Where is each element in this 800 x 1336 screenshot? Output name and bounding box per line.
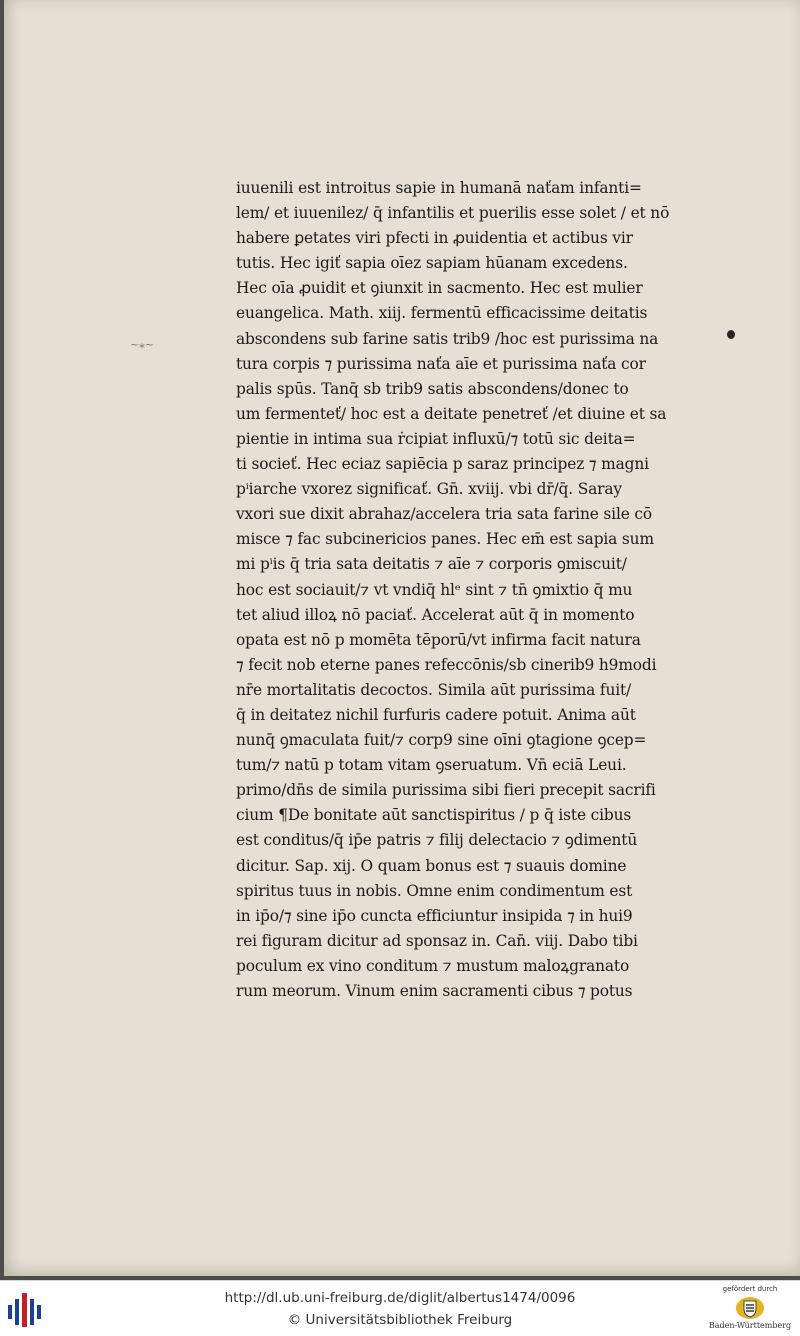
text-line: pientie in intima sua ṙcipiat influxū/⁊ totū sic deita= [236,429,636,448]
text-line: vxori sue dixit abrahaz/accelera tria sata farine sile cō [236,505,653,524]
text-line: hoc est sociauit/⁊ vt vndiq̄ hlᵉ sint ⁊ tn̄ ꝯmixtio q̄ mu [236,580,633,599]
text-line: ti socieť. Hec eciaz sapiēcia p saraz principez ⁊ magni [236,455,649,474]
funder-badge[interactable] [704,1283,796,1335]
text-line: in ip̄o/⁊ sine ip̄o cuncta efficiuntur insipida ⁊ in hui9 [236,906,633,925]
text-line: palis spūs. Tanq̄ sb trib9 satis abscondens/donec to [236,379,629,398]
ink-blot [727,330,735,339]
margin-mark: ~⁎~ [130,338,154,351]
text-line: euangelica. Math. xiij. fermentū efficacissime deitatis [236,304,648,323]
text-line: habere ꝑetates viri pfecti in ꝓuidentia et actibus vir [236,229,633,248]
manuscript-page [4,0,800,1276]
text-line: tura corpis ⁊ purissima naťa aīe et purissima naťa cor [236,354,646,373]
text-line: tutis. Hec igiť sapia oīez sapiam hūanam excedens. [236,254,628,273]
text-line: dicitur. Sap. xij. O quam bonus est ⁊ suauis domine [236,856,627,875]
text-line: Hec oīa ꝓuidit et ꝯiunxit in sacmento. Hec est mulier [236,279,643,298]
text-line: pⁱiarche vxorez significať. Gn̄. xviij. vbi dr̄/q̄. Saray [236,480,622,499]
text-line: rum meorum. Vinum enim sacramenti cibus ⁊ potus [236,982,633,1000]
state-coat-of-arms-icon [735,1296,765,1320]
text-line: ⁊ fecit nob eterne panes refeccōnis/sb cinerib9 h9modi [236,655,657,674]
text-line: spiritus tuus in nobis. Omne enim condimentum est [236,881,633,900]
text-line: poculum ex vino conditum ⁊ mustum maloꝝgranato [236,956,630,975]
text-line: primo/dn̄s de simila purissima sibi fieri precepit sacrifi [236,781,656,800]
text-line: tet aliud illoꝝ nō paciať. Accelerat aūt q̄ in momento [236,605,635,624]
text-line: um fermenteť/ hoc est a deitate penetreť /et diuine et sa [236,404,667,423]
funder-label: gefördert durch [722,1285,778,1293]
text-line: misce ⁊ fac subcinericios panes. Hec em̄ est sapia sum [236,530,654,549]
text-line: q̄ in deitatez nichil furfuris cadere potuit. Anima aūt [236,705,636,724]
text-line: nr̄e mortalitatis decoctos. Simila aūt purissima fuit/ [236,680,632,699]
viewer-footer [0,1280,800,1336]
text-line: opata est nō p momēta tēporū/vt infirma facit natura [236,630,641,649]
text-line: cium ¶De bonitate aūt sanctispiritus / p q̄ iste cibus [236,806,632,825]
copyright-notice: © Universitätsbibliothek Freiburg [287,1312,513,1328]
funder-name: Baden-Württemberg [708,1321,792,1330]
text-block [236,176,714,1004]
text-line: abscondens sub farine satis trib9 /hoc est purissima na [236,329,659,348]
text-line: tum/⁊ natū p totam vitam ꝯseruatum. Vn̄ eciā Leui. [236,756,627,775]
permalink-url[interactable]: http://dl.ub.uni-freiburg.de/diglit/albertus1474/0096 [224,1290,576,1306]
text-line: iuuenili est introitus sapie in humanā naťam infanti= [236,179,642,197]
text-line: lem/ et iuuenilez/ q̄ infantilis et puerilis esse solet / et nō [236,204,670,223]
text-line: nunq̄ ꝯmaculata fuit/⁊ corp9 sine oīni ꝯtagione ꝯcep= [236,731,647,750]
text-line: mi pⁱis q̄ tria sata deitatis ⁊ aīe ⁊ corporis ꝯmiscuit/ [236,555,627,574]
text-line: est conditus/q̄ ip̄e patris ⁊ filij delectacio ⁊ ꝯdimentū [236,831,638,850]
text-line: rei figuram dicitur ad sponsaz in. Can̄. viij. Dabo tibi [236,931,638,950]
